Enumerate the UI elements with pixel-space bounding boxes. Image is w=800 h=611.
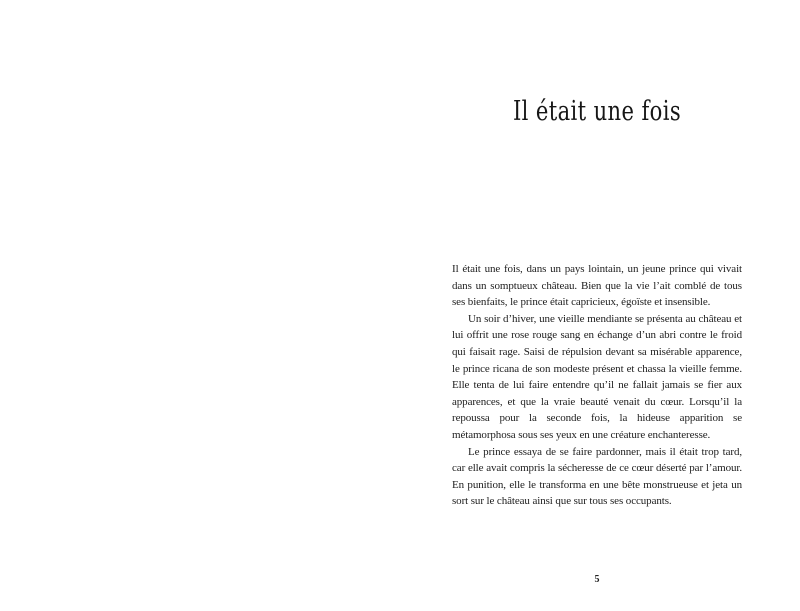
body-text [452, 261, 742, 510]
right-page [400, 0, 800, 611]
paragraph: Il était une fois, dans un pays lointain, un jeune prince qui vivait dans un somptueux château. Bien que la vie l’ait comblé de tous ses bienfaits, le prince était capricieux, égoïste et insensible. [452, 263, 742, 309]
chapter-title: Il était une fois [512, 96, 682, 127]
paragraph: Un soir d’hiver, une vieille mendiante se présenta au château et lui offrit une rose rouge sang en échange d’un abri contre le froid qui faisait rage. Saisi de répulsion devant sa misérable apparence, le prince ricana de son modeste présent et chassa la vieille femme. Elle tenta de lui faire entendre qu’il ne fallait jamais se fier aux apparences, et que la vraie beauté venait du cœur. Lorsqu’il la repoussa pour la seconde fois, la hideuse apparition se métamorphosa sous ses yeux en une créature enchanteresse. [452, 312, 742, 441]
page-number: 5 [594, 574, 600, 585]
paragraph: Le prince essaya de se faire pardonner, mais il était trop tard, car elle avait compris la sécheresse de ce cœur déserté par l’amour. En punition, elle le transforma en une bête monstrueuse et jeta un sort sur le château ainsi que sur tous ses occupants. [452, 445, 742, 508]
